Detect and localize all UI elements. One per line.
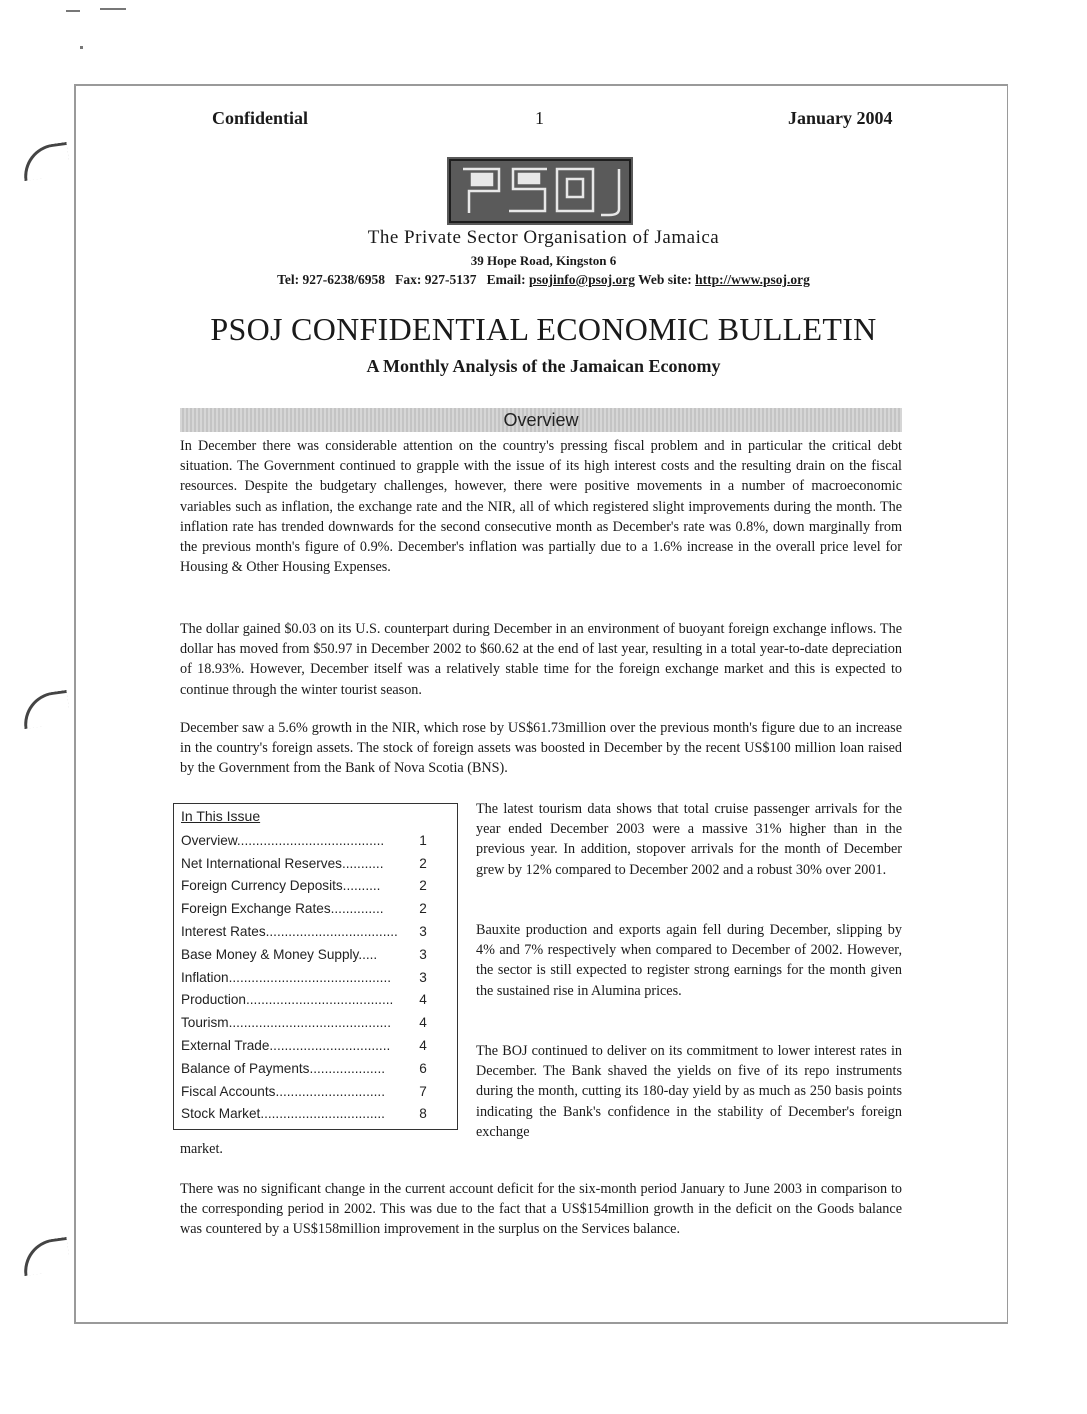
scan-mark: [66, 10, 80, 12]
toc-item[interactable]: [181, 966, 449, 989]
overview-paragraph-bauxite: Bauxite production and exports again fell during December, slipping by 4% and 7% respectively when compared to December of 2002. However, the sector is still expected to register strong earnings for the month given the sustained rise in Alumina prices.: [476, 922, 902, 999]
toc-item-label: Balance of Payments....................: [181, 1060, 385, 1076]
toc-item[interactable]: [181, 897, 449, 920]
bulletin-title: PSOJ CONFIDENTIAL ECONOMIC BULLETIN: [210, 311, 877, 347]
toc-item[interactable]: [181, 1080, 449, 1103]
website-link[interactable]: http://www.psoj.org: [695, 272, 810, 287]
page-number: 1: [535, 108, 544, 128]
header-confidential: Confidential: [212, 108, 309, 128]
toc-item-label: Foreign Currency Deposits..........: [181, 878, 381, 894]
toc-item[interactable]: [181, 1034, 449, 1057]
toc-item-page: 3: [419, 969, 427, 985]
toc-item-label: Overview.......................................: [181, 832, 385, 848]
toc-item[interactable]: [181, 920, 449, 943]
overview-paragraph-inflation: In December there was considerable attention on the country's pressing fiscal problem and in particular the critical debt situation. The Government continued to grapple with the issue of its high interest costs and the resulting drain on the fiscal resources. Despite the budgetary challenges, however, there were positive movements in a number of macroeconomic variables such as inflation, the exchange rate and the NIR, all of which registered slight improvements during the month. The inflation rate has trended downwards for the second consecutive month as December's rate was 0.8%, down marginally from the previous month's figure of 0.9%. December's inflation was partially due to a 1.6% increase in the overall price level for Housing & Other Housing Expenses.: [180, 438, 902, 576]
section-heading-overview: Overview: [180, 408, 902, 432]
toc-title: In This Issue: [181, 808, 261, 824]
toc-item-page: 7: [419, 1083, 427, 1099]
hole-punch-mark: [20, 142, 71, 181]
overview-paragraph-interest-rates-end: market.: [180, 1141, 223, 1157]
scan-mark: [100, 8, 126, 10]
toc-item-page: 4: [419, 1038, 427, 1054]
toc-item-label: Stock Market.................................: [181, 1106, 385, 1122]
org-address: 39 Hope Road, Kingston 6: [470, 253, 617, 268]
toc-item-page: 4: [419, 1015, 427, 1031]
toc-item-page: 3: [419, 924, 427, 940]
toc-item[interactable]: [181, 852, 449, 875]
hole-punch-mark: [20, 690, 71, 729]
overview-paragraph-current-account: There was no significant change in the current account deficit for the six-month period January to June 2003 in comparison to the corresponding period in 2002. This was due to the fact that a US$154million growth in the deficit on the Goods balance was countered by a US$158million improvement in the surplus on the Services balance.: [180, 1181, 902, 1238]
psoj-logo: [447, 157, 633, 225]
toc-item-page: 2: [419, 901, 427, 917]
toc-item[interactable]: [181, 989, 449, 1012]
toc-item[interactable]: [181, 1011, 449, 1034]
website-label: Web site:: [634, 272, 696, 287]
overview-paragraph-tourism: The latest tourism data shows that total cruise passenger arrivals for the year ended December 2003 were a massive 31% higher than in the previous year. In addition, stopover arrivals for the month of December grew by 12% compared to December 2002 and a robust 30% over 2001.: [476, 801, 902, 878]
toc-item[interactable]: [181, 875, 449, 898]
contact-details: Tel: 927-6238/6958 Fax: 927-5137 Email:: [277, 272, 529, 287]
toc-item-page: 3: [419, 946, 427, 962]
header-date: January 2004: [788, 108, 893, 128]
overview-paragraph-interest-rates: The BOJ continued to deliver on its commitment to lower interest rates in December. The Bank shaved the yields on five of its repo instruments during the month, cutting its 180-day yield by as much as 250 basis points indicating the Bank's confidence in the stability of December's foreign exchange: [476, 1043, 902, 1140]
toc-item[interactable]: [181, 1103, 449, 1126]
toc-item-page: 2: [419, 878, 427, 894]
toc-item-label: Base Money & Money Supply.....: [181, 946, 378, 962]
overview-paragraph-exchange-rate: The dollar gained $0.03 on its U.S. counterpart during December in an environment of buoyant foreign exchange inflows. The dollar has moved from $50.97 in December 2002 to $60.62 at the end of last year, resulting in a total year-to-date depreciation of 18.93%. However, December itself was a relatively stable time for the foreign exchange market and this is expected to continue through the winter tourist season.: [180, 621, 902, 698]
toc-item-label: Net International Reserves...........: [181, 855, 384, 871]
toc-list: [181, 829, 449, 1125]
psoj-logo-graphic: [447, 157, 633, 225]
bulletin-subtitle: A Monthly Analysis of the Jamaican Economy: [366, 356, 721, 376]
toc-item-label: Inflation...........................................: [181, 969, 392, 985]
toc-item[interactable]: [181, 829, 449, 852]
toc-item-label: Tourism...........................................: [181, 1015, 391, 1031]
toc-item-page: 2: [419, 855, 427, 871]
overview-paragraph-nir: December saw a 5.6% growth in the NIR, which rose by US$61.73million over the previous month's figure due to an increase in the country's foreign assets. The stock of foreign assets was boosted in December by the recent US$100 million loan raised by the Government from the Bank of Nova Scotia (BNS).: [180, 720, 902, 777]
scan-mark: [80, 46, 83, 49]
org-name: The Private Sector Organisation of Jamaica: [367, 227, 720, 248]
toc-item[interactable]: [181, 943, 449, 966]
toc-item-page: 8: [419, 1106, 427, 1122]
toc-item-label: Foreign Exchange Rates..............: [181, 901, 384, 917]
toc-item-label: Fiscal Accounts.............................: [181, 1083, 385, 1099]
email-link[interactable]: psojinfo@psoj.org: [529, 272, 635, 287]
toc-item-label: External Trade................................: [181, 1038, 391, 1054]
org-contact: [0, 272, 1087, 288]
toc-item-label: Production.......................................: [181, 992, 394, 1008]
toc-item-page: 4: [419, 992, 427, 1008]
toc-item-label: Interest Rates...................................: [181, 924, 398, 940]
toc-item[interactable]: [181, 1057, 449, 1080]
toc-item-page: 6: [419, 1060, 427, 1076]
hole-punch-mark: [20, 1237, 71, 1276]
in-this-issue-box: [173, 803, 458, 1130]
toc-item-page: 1: [419, 832, 427, 848]
